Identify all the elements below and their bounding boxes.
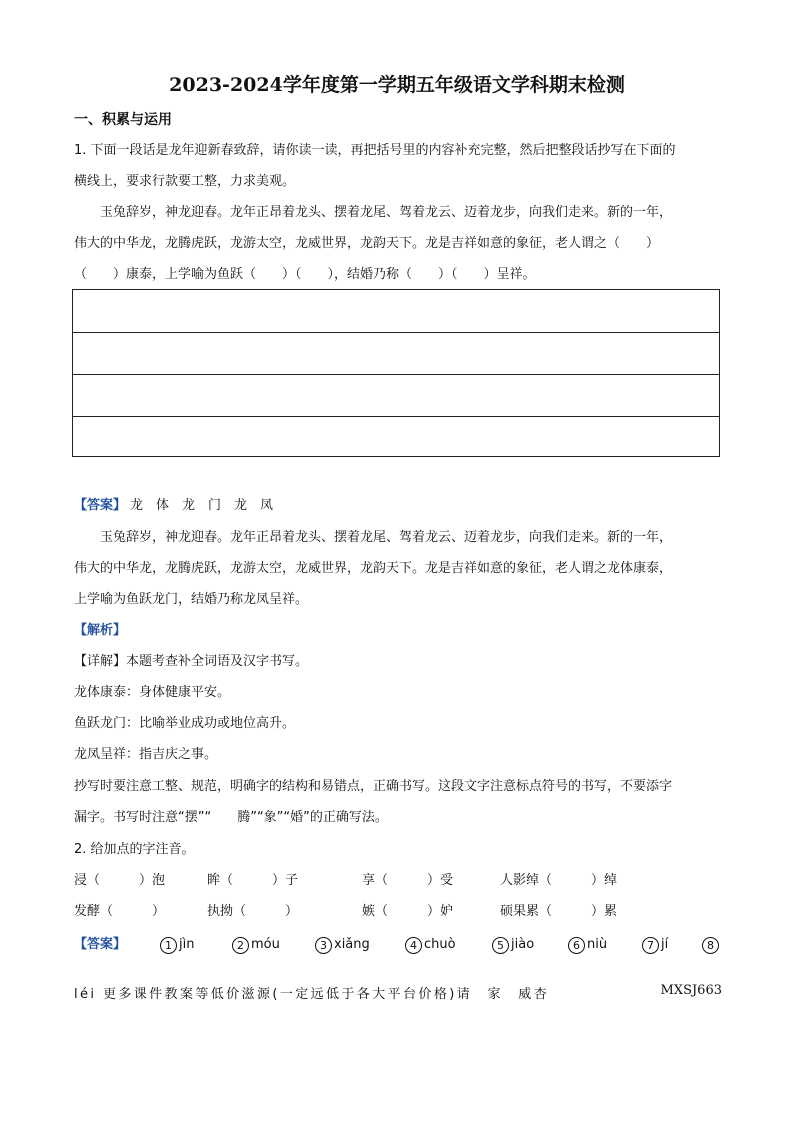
pinyin-item: 硕果累（ ）累 bbox=[500, 904, 618, 919]
pinyin-item: 发酵（ ） bbox=[74, 904, 166, 919]
detail-tag: 【详解】 bbox=[74, 654, 127, 669]
detail-line: 鱼跃龙门：比喻举业成功或地位高升。 bbox=[74, 716, 296, 731]
writing-line bbox=[73, 416, 719, 417]
answer-1 bbox=[74, 498, 273, 514]
page-title: 2023-2024学年度第一学期五年级语文学科期末检测 bbox=[169, 74, 625, 96]
writing-line bbox=[73, 332, 719, 333]
pinyin-item: 嫉（ ）妒 bbox=[362, 904, 454, 919]
answer-2-item: 1 jìn bbox=[160, 937, 194, 954]
answer-passage: 玉兔辞岁，神龙迎春。龙年正昂着龙头、摆着龙尾、驾着龙云、迈着龙步，向我们走来。新的一年， bbox=[100, 530, 673, 545]
answer-2-item: 6 niù bbox=[568, 937, 607, 954]
question-1-stem-cont: 横线上，要求行款要工整，力求美观。 bbox=[74, 174, 296, 189]
copy-writing-box[interactable] bbox=[72, 289, 720, 457]
passage-line: 玉兔辞岁，神龙迎春。龙年正昂着龙头、摆着龙尾、驾着龙云、迈着龙步，向我们走来。新的一年， bbox=[100, 205, 673, 220]
detail-line: 龙体康泰：身体健康平安。 bbox=[74, 685, 231, 700]
detail-line bbox=[74, 654, 308, 670]
analysis-tag: 【解析】 bbox=[74, 623, 127, 638]
pinyin-item: 享（ ）受 bbox=[362, 873, 454, 888]
passage-line: （ ）康泰，上学喻为鱼跃（ ）（ ），结婚乃称（ ）（ ）呈祥。 bbox=[74, 267, 536, 282]
answer-passage: 上学喻为鱼跃龙门，结婚乃称龙凤呈祥。 bbox=[74, 592, 309, 607]
answer-passage: 伟大的中华龙，龙腾虎跃，龙游太空，龙威世界，龙韵天下。龙是吉祥如意的象征，老人谓之龙体康泰， bbox=[74, 561, 673, 576]
answer-2-item: 8 bbox=[702, 937, 721, 954]
answer-2-item: 2 móu bbox=[232, 937, 280, 954]
answer-2-item: 5 jiào bbox=[492, 937, 534, 954]
answer-2-tag: 【答案】 bbox=[74, 937, 127, 952]
section-heading: 一、积累与运用 bbox=[74, 112, 172, 128]
answer-2-item: 4 chuò bbox=[405, 937, 456, 954]
detail-text: 本题考查补全词语及汉字书写。 bbox=[126, 654, 309, 669]
document-code: MXSJ663 bbox=[660, 983, 722, 998]
detail-line: 龙凤呈祥：指吉庆之事。 bbox=[74, 747, 218, 762]
passage-line: 伟大的中华龙，龙腾虎跃，龙游太空，龙威世界，龙韵天下。龙是吉祥如意的象征，老人谓之（ ） bbox=[74, 236, 660, 251]
pinyin-item: 眸（ ）子 bbox=[207, 873, 299, 888]
footer-promo: léi 更多课件教案等低价滋源(一定远低于各大平台价格)请 家 威杏 bbox=[74, 987, 550, 1002]
answer-2-item: 7 jí bbox=[642, 937, 668, 954]
answer-1-text: 龙 体 龙 门 龙 凤 bbox=[130, 498, 274, 513]
question-1-stem: 1. 下面一段话是龙年迎新春致辞，请你读一读，再把括号里的内容补充完整，然后把整段话抄写在下面的 bbox=[74, 143, 676, 158]
pinyin-item: 执拗（ ） bbox=[207, 904, 299, 919]
pinyin-item: 人影绰（ ）绰 bbox=[500, 873, 618, 888]
writing-line bbox=[73, 374, 719, 375]
answer-2-item: 3 xiǎng bbox=[315, 937, 370, 954]
question-2-stem: 2. 给加点的字注音。 bbox=[74, 842, 195, 857]
pinyin-item: 浸（ ）泡 bbox=[74, 873, 166, 888]
detail-line: 抄写时要注意工整、规范，明确字的结构和易错点，正确书写。这段文字注意标点符号的书写，不要添字 bbox=[74, 779, 673, 794]
answer-tag: 【答案】 bbox=[74, 498, 127, 513]
detail-line: 漏字。书写时注意“摆”“ 腾”“象”“婚”的正确写法。 bbox=[74, 810, 388, 825]
